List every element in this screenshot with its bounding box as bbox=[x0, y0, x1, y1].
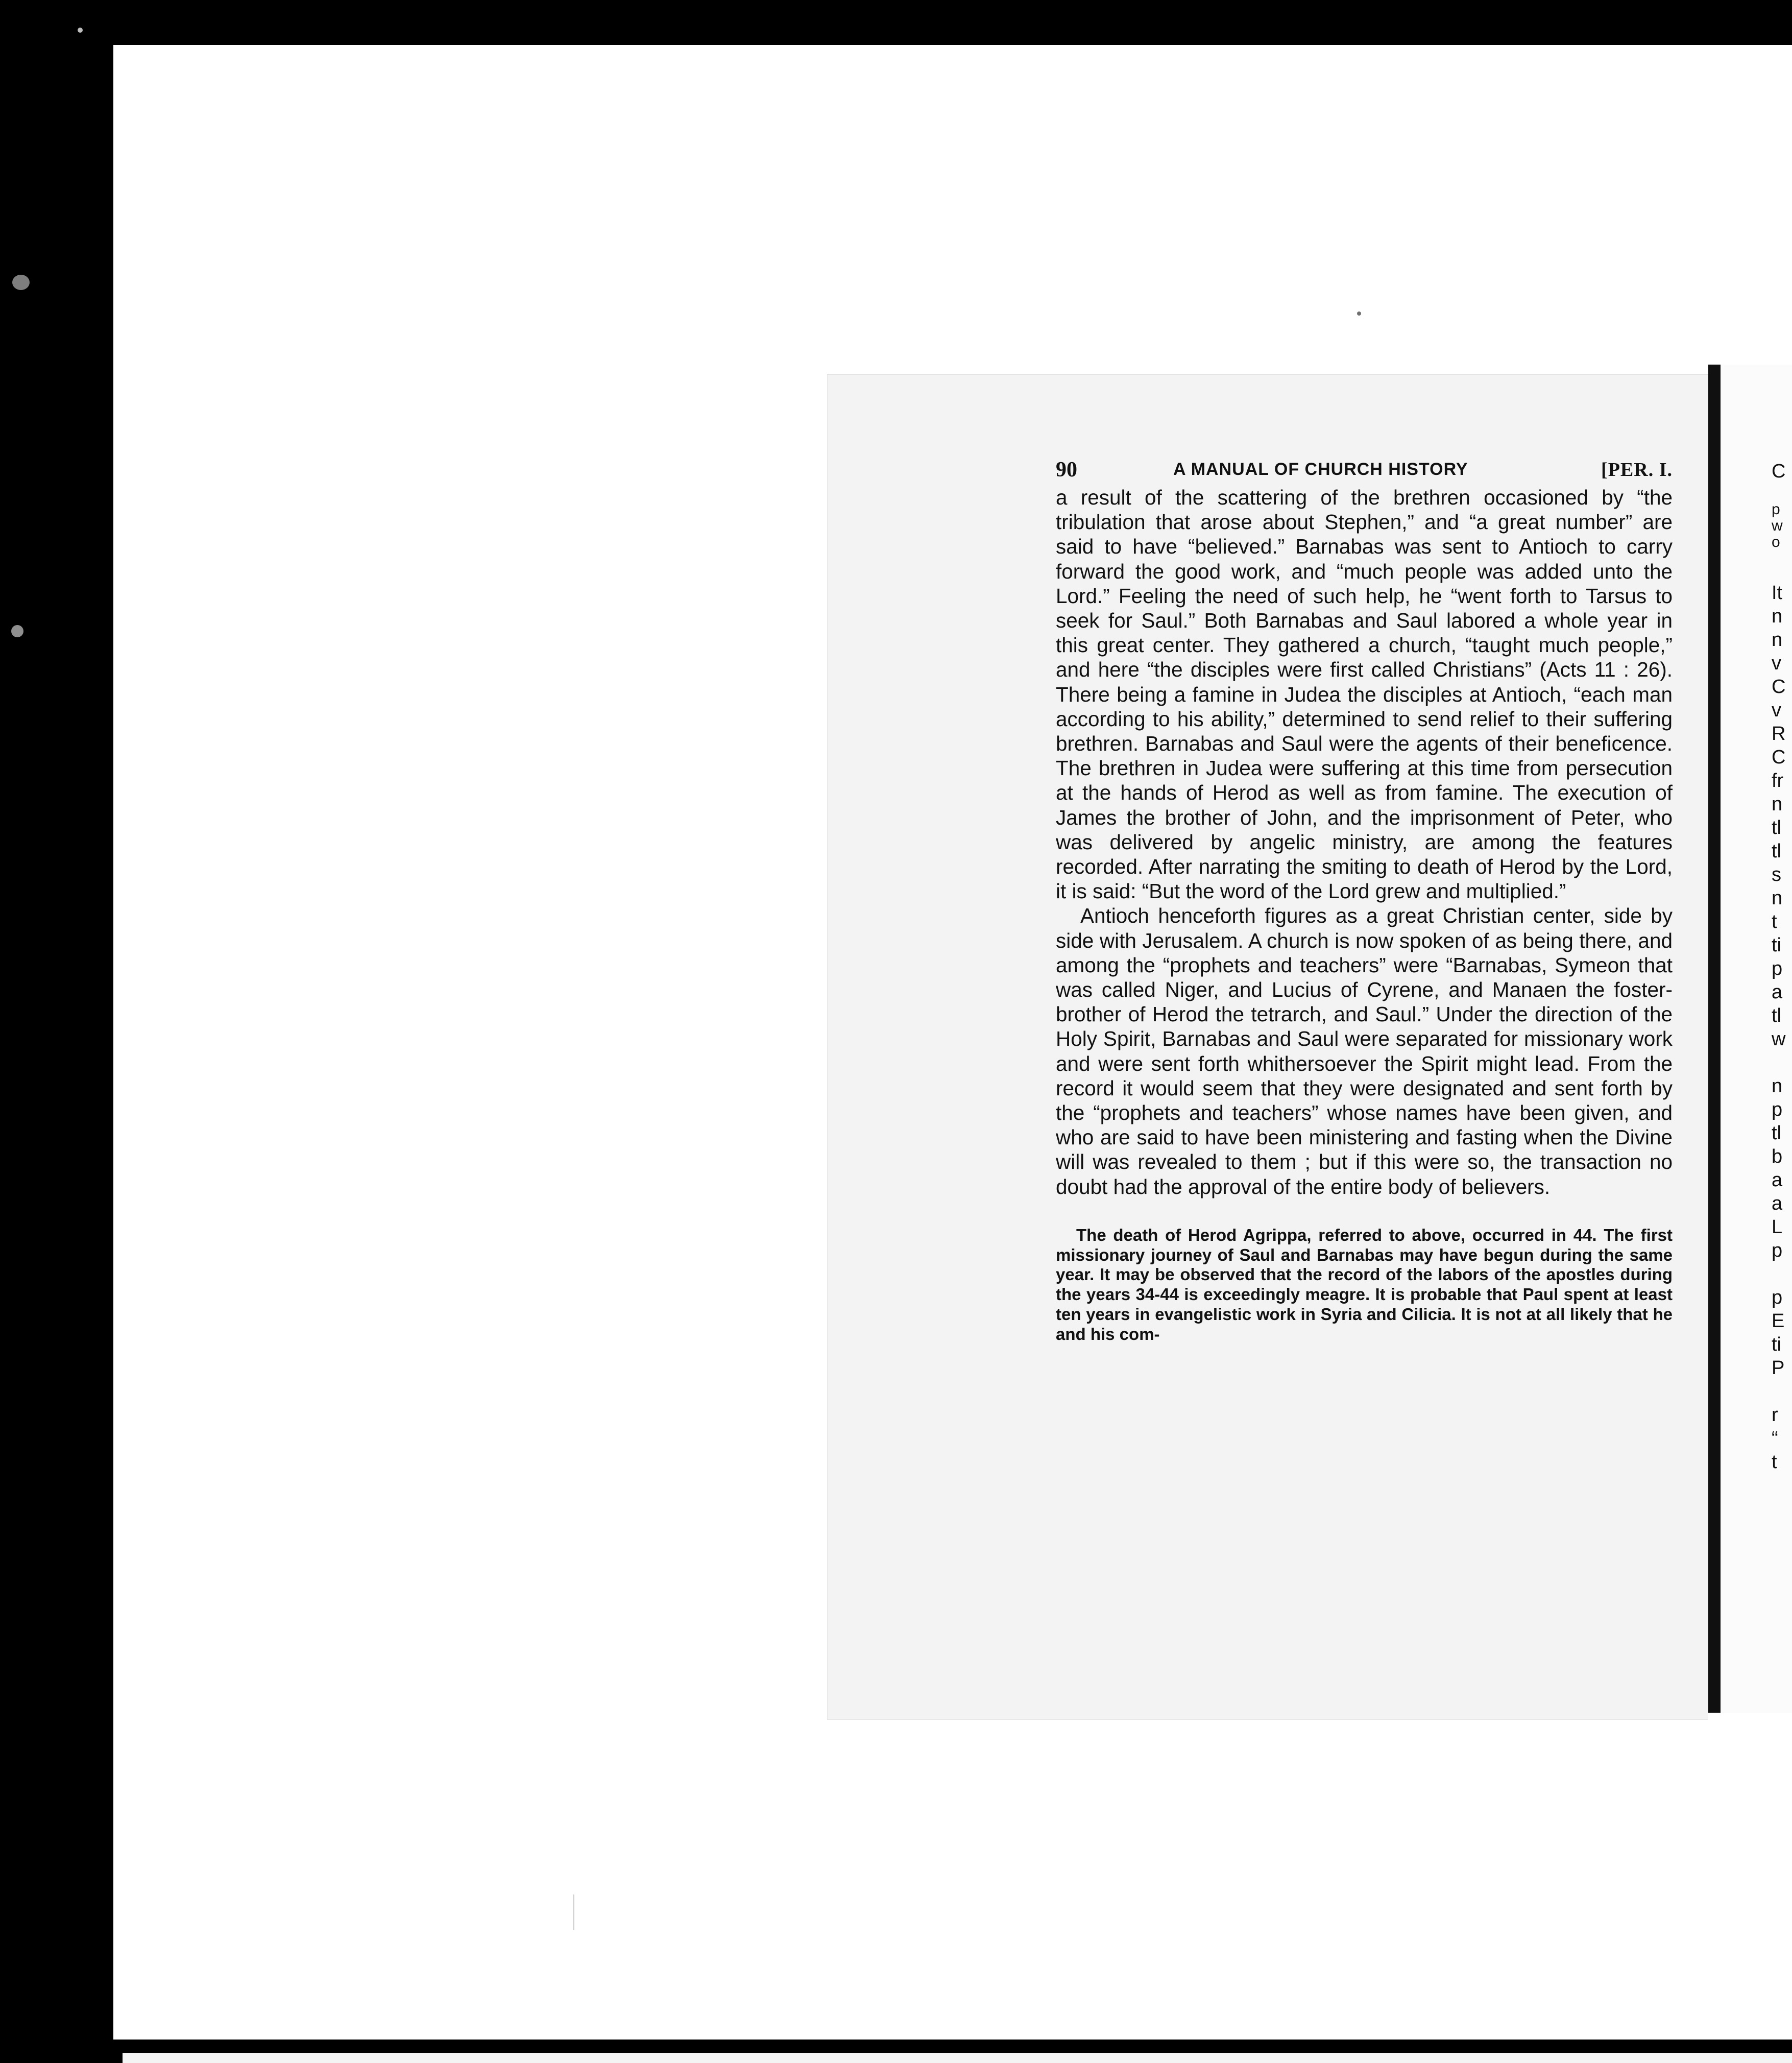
facing-page-small-fragment: o bbox=[1772, 534, 1780, 550]
facing-page-line-fragment: n bbox=[1772, 1075, 1783, 1097]
facing-page-line-fragment: t bbox=[1772, 911, 1777, 932]
facing-page-line-fragment: fr bbox=[1772, 770, 1784, 791]
facing-page-line-fragment: tl bbox=[1772, 1122, 1781, 1144]
facing-page-line-fragment: a bbox=[1772, 1193, 1783, 1214]
facing-page-line-fragment: p bbox=[1772, 1287, 1783, 1308]
facing-page-line-fragment: L bbox=[1772, 1216, 1783, 1238]
facing-page-line-fragment: R bbox=[1772, 723, 1786, 745]
facing-page-line-fragment: t bbox=[1772, 1451, 1777, 1473]
facing-page-text-fragments bbox=[1772, 460, 1792, 1474]
facing-page-line-fragment: b bbox=[1772, 1146, 1783, 1167]
facing-page-line-fragment: “ bbox=[1772, 1428, 1778, 1449]
facing-page-line-fragment: w bbox=[1772, 1028, 1786, 1050]
page-number: 90 bbox=[1056, 458, 1077, 482]
facing-page-line-fragment: C bbox=[1772, 676, 1786, 698]
facing-page-line-fragment: ti bbox=[1772, 934, 1781, 956]
facing-page-line-fragment: a bbox=[1772, 981, 1783, 1003]
facing-page-line-fragment: tl bbox=[1772, 841, 1781, 862]
facing-page-line-fragment: a bbox=[1772, 1169, 1783, 1191]
facing-page-line-fragment: s bbox=[1772, 864, 1781, 885]
facing-page-line-fragment: It bbox=[1772, 582, 1783, 604]
facing-page-line-fragment: C bbox=[1772, 747, 1786, 768]
facing-page-line-fragment: n bbox=[1772, 629, 1783, 651]
section-marker: [PER. I. bbox=[1601, 459, 1673, 481]
facing-page-line-fragment: E bbox=[1772, 1310, 1785, 1332]
facing-page-line-fragment: p bbox=[1772, 958, 1783, 979]
body-text bbox=[1056, 485, 1673, 1199]
running-title: A MANUAL OF CHURCH HISTORY bbox=[1173, 460, 1468, 479]
facing-page-line-fragment bbox=[1772, 1051, 1792, 1074]
facing-page-line-fragment: ti bbox=[1772, 1334, 1781, 1355]
scan-speck bbox=[12, 275, 30, 290]
page-content bbox=[1056, 455, 1673, 1361]
scan-speck bbox=[78, 28, 83, 33]
facing-page-line-fragment bbox=[1772, 1262, 1792, 1286]
facing-page-line-fragment: P bbox=[1772, 1357, 1785, 1379]
facing-page-small-fragment: p bbox=[1772, 501, 1780, 518]
facing-page-line-fragment bbox=[1772, 1380, 1792, 1403]
facing-page-line-fragment: n bbox=[1772, 887, 1783, 909]
running-head bbox=[1056, 455, 1673, 480]
facing-page-line-fragment: p bbox=[1772, 1240, 1783, 1261]
body-paragraph-1: a result of the scattering of the brethren occasioned by “the tribulation that arose about Stephen,” and “a great number” are said to have “believed.” Barnabas was sent to Antioch to carry forward the good work, and “much people was added unto the Lord.” Feeling the need of such help, he “went forth to Tarsus to seek for Saul.” Both Barnabas and Saul labored a whole year in this great center. They gathered a church, “taught much people,” and here “the disciples were first called Christians” (Acts 11 : 26). There being a famine in Judea the disciples at Antioch, “each man according to his ability,” determined to send relief to their suffering brethren. Barnabas and Saul were the agents of their beneficence. The brethren in Judea were suffering at this time from persecution at the hands of Herod as well as from famine. The execution of James the brother of John, and the imprisonment of Peter, who was delivered by angelic ministry, are among the features recorded. After narrating the smiting to death of Herod by the Lord, it is said: “But the word of the Lord grew and multiplied.” bbox=[1056, 486, 1673, 903]
body-paragraph-2: Antioch henceforth figures as a great Christian center, side by side with Jerusalem. A church is now spoken of as being there, and among the “prophets and teachers” were “Barnabas, Symeon that was called Niger, and Lucius of Cyrene, and Manaen the foster-brother of Herod the tetrarch, and Saul.” Under the direction of the Holy Spirit, Barnabas and Saul were separated for missionary work and were sent forth whithersoever the Spirit might lead. From the record it would seem that they were designated and sent forth by the “prophets and teachers” whose names have been given, and who are said to have been ministering and fasting when the Divine will was revealed to them ; but if this were so, the transaction no doubt had the approval of the entire body of believers. bbox=[1056, 904, 1673, 1198]
facing-page-line-fragment: n bbox=[1772, 606, 1783, 627]
scan-bottom-sheet-edge bbox=[123, 2053, 1792, 2063]
footnote: The death of Herod Agrippa, referred to above, occurred in 44. The first missionary journey of Saul and Barnabas may have begun during the same year. It may be observed that the record of the labors of the apostles during the years 34-44 is exceedingly meagre. It is probable that Paul spent at least ten years in evangelistic work in Syria and Cilicia. It is not at all likely that he and his com- bbox=[1056, 1225, 1673, 1344]
scan-speck bbox=[1357, 311, 1361, 316]
facing-page-line-fragment: v bbox=[1772, 653, 1781, 674]
scan-speck bbox=[573, 1894, 574, 1930]
facing-page-line-fragment: r bbox=[1772, 1404, 1778, 1426]
facing-page-line-fragment: tl bbox=[1772, 817, 1781, 838]
facing-page-line-fragment: tl bbox=[1772, 1005, 1781, 1026]
facing-page-line-fragment: n bbox=[1772, 794, 1783, 815]
facing-page-small-fragment: w bbox=[1772, 517, 1783, 534]
facing-page-line-fragment: v bbox=[1772, 700, 1781, 721]
scan-speck bbox=[11, 625, 23, 637]
facing-page-line-fragment: p bbox=[1772, 1099, 1783, 1120]
facing-page-head-fragment: C bbox=[1772, 461, 1786, 482]
